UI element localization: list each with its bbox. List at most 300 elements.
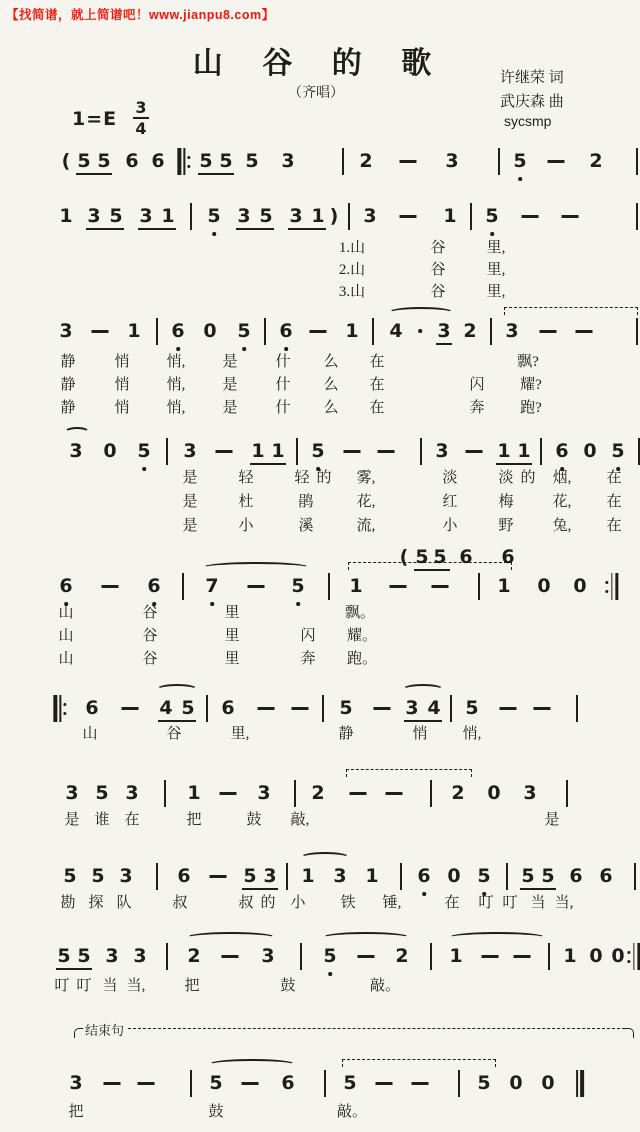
note: 5 (243, 865, 257, 887)
note: 3 (105, 945, 119, 967)
lyric-syllable: 什 (275, 354, 291, 370)
duration-dash (376, 1082, 393, 1085)
beam-underline (56, 968, 92, 970)
duration-dash (222, 955, 239, 958)
lyric-syllable: 鼓 (208, 1104, 224, 1120)
note: 0 (589, 945, 603, 967)
lyric-syllable: 悄, (166, 354, 186, 370)
note: 3 (405, 697, 419, 719)
performance-note: （齐唱） (288, 86, 344, 101)
lyric-syllable: 悄 (114, 377, 130, 393)
repeat-dots (627, 943, 630, 970)
duration-dash (138, 1082, 155, 1085)
note: 3 (139, 205, 153, 227)
lyric-syllable: 么 (323, 400, 339, 416)
ending-bracket-dashed-line (128, 1028, 625, 1038)
lyric-syllable: 锤, (382, 895, 402, 911)
octave-dot-below (422, 892, 426, 896)
ending-phrase-label: 结束句 (85, 1023, 125, 1038)
lyric-syllable: 在 (369, 354, 385, 370)
duration-dash (386, 792, 403, 795)
barline (634, 863, 636, 890)
barline (478, 573, 480, 600)
lyric-syllable: 鼓 (280, 978, 296, 994)
duration-dash (292, 707, 309, 710)
lyric-syllable: 淡 (498, 470, 514, 486)
octave-dot-below (210, 602, 214, 606)
tie-dashed-bracket (346, 769, 472, 777)
thick-bar (580, 1070, 584, 1097)
beam-underline (404, 720, 442, 722)
note: 2 (451, 782, 465, 804)
lyric-syllable: 小 (442, 518, 458, 534)
lyric-syllable: 是 (182, 470, 198, 486)
note: 0 (583, 440, 597, 462)
duration-dash (350, 792, 367, 795)
note: 2 (359, 150, 373, 172)
note: 3 (65, 782, 79, 804)
note: 0 (203, 320, 217, 342)
lyric-syllable: 敲。 (336, 1104, 368, 1120)
barline (636, 203, 638, 230)
barline (156, 318, 158, 345)
tie-dashed-bracket (504, 307, 638, 315)
song-title: 山 谷 的 歌 (192, 47, 448, 80)
note: 6 (459, 546, 473, 568)
note: 5 (311, 440, 325, 462)
duration-dash (500, 707, 517, 710)
lyric-syllable: 谷 (142, 605, 158, 621)
lyric-syllable: 兔, (552, 518, 572, 534)
lyricist-credit: 许继荣 词 (500, 70, 564, 86)
slur-tie-arc (322, 932, 410, 943)
transcriber-credit: sycsmp (504, 113, 552, 129)
note: 4 (389, 320, 403, 342)
note: 3 (87, 205, 101, 227)
note: 5 (77, 150, 91, 172)
octave-dot-below (142, 467, 146, 471)
lyric-syllable: 叮 (478, 895, 494, 911)
lyric-syllable: 叮 (502, 895, 518, 911)
thin-bar (576, 1070, 578, 1097)
duration-dash (514, 955, 531, 958)
barline (206, 695, 208, 722)
note: 5 (343, 1072, 357, 1094)
octave-dot-below (518, 177, 522, 181)
barline (372, 318, 374, 345)
repeat-dot (605, 581, 608, 584)
repeat-dot (188, 165, 191, 168)
lyric-syllable: 谷 (142, 628, 158, 644)
note: 3 (445, 150, 459, 172)
repeat-end-barline (627, 943, 640, 970)
slur-tie-arc (448, 932, 546, 943)
note: 3 (263, 865, 277, 887)
note: 1 (161, 205, 175, 227)
repeat-dot (627, 951, 630, 954)
repeat-dots (605, 573, 608, 600)
note: 6 (125, 150, 139, 172)
note: 5 (521, 865, 535, 887)
lyric-syllable: 敲, (290, 812, 310, 828)
lyric-syllable: 在 (124, 812, 140, 828)
lyric-syllable: 花, (356, 494, 376, 510)
lyric-syllable: 3.山 (338, 284, 366, 300)
lyric-syllable: 么 (323, 354, 339, 370)
note: 5 (259, 205, 273, 227)
slur-tie-arc (208, 1059, 296, 1070)
note: 1 (311, 205, 325, 227)
duration-dash (466, 450, 483, 453)
octave-dot-below (242, 347, 246, 351)
barline (322, 695, 324, 722)
lyric-syllable: 在 (369, 400, 385, 416)
lyric-syllable: 谷 (142, 651, 158, 667)
note: 3 (289, 205, 303, 227)
lyric-syllable: 跑。 (346, 651, 378, 667)
lyric-syllable: 2.山 (338, 262, 366, 278)
note: 6 (59, 575, 73, 597)
note: 5 (245, 150, 259, 172)
note: 1 (59, 205, 73, 227)
note: 3 (183, 440, 197, 462)
ending-phrase-bracket (74, 1023, 634, 1039)
note: 5 (611, 440, 625, 462)
note: 1 (301, 865, 315, 887)
lyric-syllable: 耀? (520, 377, 542, 393)
duration-dash (122, 707, 139, 710)
duration-dash (562, 215, 579, 218)
lyric-syllable: 是 (182, 494, 198, 510)
note: 6 (555, 440, 569, 462)
note: 3 (523, 782, 537, 804)
note: 6 (599, 865, 613, 887)
lyric-syllable: 叮 (54, 978, 70, 994)
note: 3 (69, 1072, 83, 1094)
barline (300, 943, 302, 970)
slur-tie-arc (388, 307, 454, 318)
note: 6 (569, 865, 583, 887)
lyric-syllable: 是 (222, 377, 238, 393)
lyric-syllable: 飘。 (344, 605, 376, 621)
note: 1 (449, 945, 463, 967)
note: 3 (363, 205, 377, 227)
duration-dash (216, 450, 233, 453)
lyric-syllable: 么 (323, 377, 339, 393)
note: 1 (497, 440, 511, 462)
lyric-syllable: 谷 (430, 240, 446, 256)
note: 1 (251, 440, 265, 462)
repeat-dot (627, 960, 630, 963)
octave-dot-below (490, 232, 494, 236)
note: 5 (513, 150, 527, 172)
barline (286, 863, 288, 890)
lyric-syllable: 轻 (294, 470, 310, 486)
duration-dash (522, 215, 539, 218)
note: 6 (171, 320, 185, 342)
beam-underline (520, 888, 556, 890)
note: 6 (279, 320, 293, 342)
lyric-syllable: 是 (222, 354, 238, 370)
note: 5 (57, 945, 71, 967)
note: 1 (127, 320, 141, 342)
barline (324, 1070, 326, 1097)
beam-underline (86, 228, 124, 230)
duration-dash (378, 450, 395, 453)
note: 3 (261, 945, 275, 967)
note: 2 (395, 945, 409, 967)
ending-bracket-left-hook (74, 1028, 83, 1038)
barline (190, 1070, 192, 1097)
slur-tie-arc (186, 932, 276, 943)
lyric-syllable: 探 (88, 895, 104, 911)
lyric-syllable: 谷 (430, 284, 446, 300)
beam-underline (242, 888, 278, 890)
barline (342, 148, 344, 175)
tie-dashed-bracket (342, 1059, 496, 1067)
beam-underline (158, 720, 196, 722)
note: 5 (77, 945, 91, 967)
duration-dash (400, 215, 417, 218)
time-signature (131, 99, 151, 137)
barline (430, 943, 432, 970)
octave-dot-below (212, 232, 216, 236)
note: 5 (465, 697, 479, 719)
duration-dash (104, 1082, 121, 1085)
lyric-syllable: 杜 (238, 494, 254, 510)
key-signature: 1=E (72, 108, 118, 130)
lyric-syllable: 把 (186, 812, 202, 828)
note: 3 (281, 150, 295, 172)
barline (164, 780, 166, 807)
note: 6 (281, 1072, 295, 1094)
note: 1 (345, 320, 359, 342)
note: 0 (611, 945, 625, 967)
lyric-syllable: 的 (316, 470, 332, 486)
lyric-syllable: 山 (58, 651, 74, 667)
lyric-syllable: 悄 (114, 400, 130, 416)
duration-dash (432, 585, 449, 588)
lyric-syllable: 里, (230, 726, 250, 742)
note: 5 (181, 697, 195, 719)
lyric-syllable: 小 (238, 518, 254, 534)
lyric-syllable: 闪 (469, 377, 485, 393)
barline (166, 943, 168, 970)
lyric-syllable: 在 (444, 895, 460, 911)
lyric-syllable: 队 (116, 895, 132, 911)
meter-denominator: 4 (135, 119, 147, 138)
repeat-dot (64, 712, 67, 715)
note: 5 (91, 865, 105, 887)
thin-bar (611, 573, 613, 600)
lyric-syllable: 山 (82, 726, 98, 742)
repeat-dot (605, 590, 608, 593)
note: 6 (417, 865, 431, 887)
note: 6 (85, 697, 99, 719)
repeat-begin-barline (177, 148, 190, 175)
duration-dash (102, 585, 119, 588)
tie-dashed-bracket (348, 562, 512, 570)
note: 1 (517, 440, 531, 462)
beam-underline (198, 173, 234, 175)
lyric-syllable: 静 (60, 354, 76, 370)
lyric-syllable: 里 (224, 651, 240, 667)
note: 0 (103, 440, 117, 462)
lyric-syllable: 雾, (356, 470, 376, 486)
lyric-syllable: 在 (606, 470, 622, 486)
lyric-syllable: 鼓 (246, 812, 262, 828)
note: 6 (147, 575, 161, 597)
lyric-syllable: 当 (102, 978, 118, 994)
lyric-syllable: 溪 (298, 518, 314, 534)
lyric-syllable: 叮 (76, 978, 92, 994)
duration-dash (220, 792, 237, 795)
lyric-syllable: 静 (60, 377, 76, 393)
lyric-syllable: 飘? (517, 354, 539, 370)
meter-numerator: 3 (135, 98, 147, 117)
duration-dash (248, 585, 265, 588)
lyric-syllable: 野 (498, 518, 514, 534)
note: 0 (447, 865, 461, 887)
note: 2 (589, 150, 603, 172)
barline (328, 573, 330, 600)
barline (498, 148, 500, 175)
lyric-syllable: 烟, (552, 470, 572, 486)
beam-underline (138, 228, 176, 230)
barline (450, 695, 452, 722)
barline (264, 318, 266, 345)
lyric-syllable: 里 (224, 605, 240, 621)
note: 5 (137, 440, 151, 462)
note: 1 (563, 945, 577, 967)
lyric-syllable: 山 (58, 628, 74, 644)
barline (636, 148, 638, 175)
barline (348, 203, 350, 230)
barline (576, 695, 578, 722)
duration-dash (548, 160, 565, 163)
octave-dot-below (328, 972, 332, 976)
lyric-syllable: 是 (64, 812, 80, 828)
beam-underline (76, 173, 112, 175)
barline (190, 203, 192, 230)
lyric-syllable: 当, (126, 978, 146, 994)
barline (540, 438, 542, 465)
lyric-syllable: 跑? (520, 400, 542, 416)
note: 4 (427, 697, 441, 719)
duration-dash (412, 1082, 429, 1085)
note: 5 (207, 205, 221, 227)
note: 3 (333, 865, 347, 887)
parenthesis: ( (399, 546, 409, 568)
lyric-syllable: 静 (338, 726, 354, 742)
lyric-syllable: 的 (520, 470, 536, 486)
note: 5 (323, 945, 337, 967)
note: 0 (541, 1072, 555, 1094)
barline (400, 863, 402, 890)
composer-credit: 武庆森 曲 (500, 94, 564, 110)
note: 5 (219, 150, 233, 172)
lyric-syllable: 静 (60, 400, 76, 416)
lyric-syllable: 淡 (442, 470, 458, 486)
note: 0 (537, 575, 551, 597)
lyric-syllable: 是 (222, 400, 238, 416)
note: 5 (97, 150, 111, 172)
watermark-text: 【找简谱，就上简谱吧！www.jianpu8.com】 (6, 8, 275, 22)
barline (506, 863, 508, 890)
lyric-syllable: 花, (552, 494, 572, 510)
octave-dot-below (176, 347, 180, 351)
note: 3 (237, 205, 251, 227)
barline (296, 438, 298, 465)
lyric-syllable: 轻 (238, 470, 254, 486)
beam-underline (436, 343, 452, 345)
lyric-syllable: 把 (68, 1104, 84, 1120)
barline (166, 438, 168, 465)
duration-dash (534, 707, 551, 710)
note: 3 (119, 865, 133, 887)
beam-underline (250, 463, 286, 465)
beam-underline (496, 463, 532, 465)
barline (430, 780, 432, 807)
note: 6 (501, 546, 515, 568)
note: 5 (109, 205, 123, 227)
beam-underline (288, 228, 326, 230)
note: 5 (415, 546, 429, 568)
lyric-syllable: 1.山 (338, 240, 366, 256)
note: 6 (151, 150, 165, 172)
final-barline (576, 1070, 584, 1097)
duration-dash (390, 585, 407, 588)
note: 5 (433, 546, 447, 568)
duration-dash (400, 160, 417, 163)
note: 2 (311, 782, 325, 804)
slur-tie-arc (300, 852, 350, 863)
repeat-begin-barline (53, 695, 66, 722)
note: 6 (221, 697, 235, 719)
note: 3 (125, 782, 139, 804)
note: 3 (505, 320, 519, 342)
augmentation-dot (418, 329, 422, 333)
duration-dash (210, 875, 227, 878)
barline (470, 203, 472, 230)
repeat-dot (188, 156, 191, 159)
thin-bar (633, 943, 635, 970)
note: 0 (573, 575, 587, 597)
lyric-syllable: 小 (290, 895, 306, 911)
lyric-syllable: 奔 (469, 400, 485, 416)
note: 5 (63, 865, 77, 887)
lyric-syllable: 是 (182, 518, 198, 534)
lyric-syllable: 当, (554, 895, 574, 911)
lyric-syllable: 谷 (166, 726, 182, 742)
lyric-syllable: 谷 (430, 262, 446, 278)
duration-dash (242, 1082, 259, 1085)
lyric-syllable: 流, (356, 518, 376, 534)
lyric-syllable: 里 (224, 628, 240, 644)
note: 3 (435, 440, 449, 462)
lyric-syllable: 悄, (166, 377, 186, 393)
lyric-syllable: 在 (369, 377, 385, 393)
lyric-syllable: 红 (442, 494, 458, 510)
note: 6 (177, 865, 191, 887)
lyric-syllable: 奔 (300, 651, 316, 667)
slur-tie-arc (156, 684, 198, 695)
lyric-syllable: 当 (530, 895, 546, 911)
lyric-syllable: 谁 (94, 812, 110, 828)
lyric-syllable: 梅 (498, 494, 514, 510)
duration-dash (482, 955, 499, 958)
lyric-syllable: 里, (486, 240, 506, 256)
